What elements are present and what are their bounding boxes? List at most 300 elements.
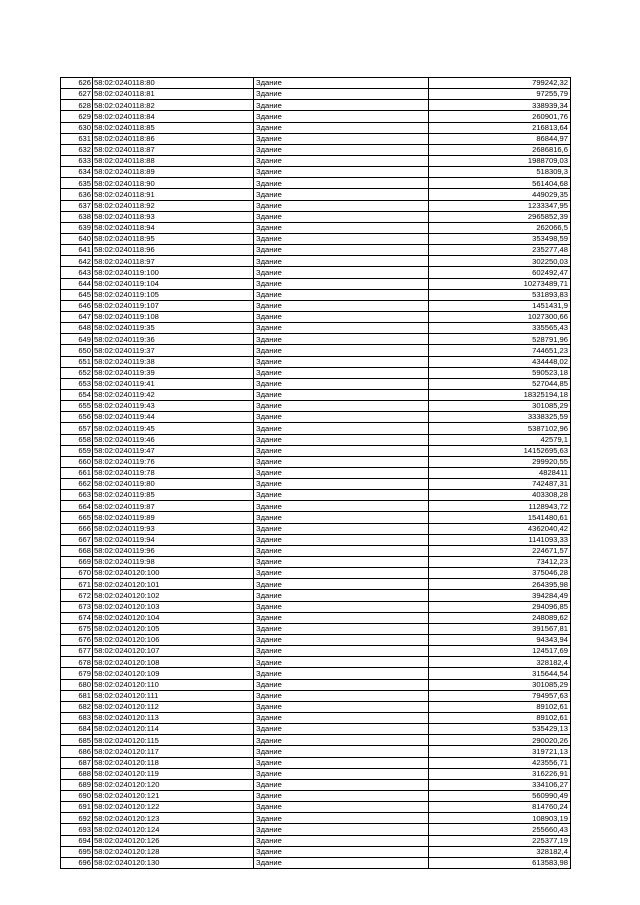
cadastral-value-cell: 561404,68: [429, 178, 571, 189]
cadastral-number-cell: 58:02:0240120:120: [93, 779, 254, 790]
cadastral-value-cell: 216813,64: [429, 122, 571, 133]
cadastral-value-cell: 1141093,33: [429, 534, 571, 545]
object-type-cell: Здание: [254, 779, 429, 790]
object-type-cell: Здание: [254, 612, 429, 623]
cadastral-value-cell: 14152695,63: [429, 445, 571, 456]
object-type-cell: Здание: [254, 802, 429, 813]
cadastral-number-cell: 58:02:0240120:114: [93, 724, 254, 735]
table-row: [61, 746, 571, 757]
table-row: [61, 501, 571, 512]
data-table-container: [60, 77, 571, 869]
cadastral-value-cell: 94343,94: [429, 635, 571, 646]
object-type-cell: Здание: [254, 356, 429, 367]
cadastral-number-cell: 58:02:0240118:96: [93, 245, 254, 256]
object-type-cell: Здание: [254, 122, 429, 133]
row-number-cell: 657: [61, 423, 93, 434]
row-number-cell: 645: [61, 289, 93, 300]
cadastral-value-cell: 89102,61: [429, 713, 571, 724]
row-number-cell: 679: [61, 668, 93, 679]
object-type-cell: Здание: [254, 835, 429, 846]
row-number-cell: 690: [61, 791, 93, 802]
row-number-cell: 673: [61, 601, 93, 612]
table-row: [61, 167, 571, 178]
object-type-cell: Здание: [254, 111, 429, 122]
row-number-cell: 664: [61, 501, 93, 512]
object-type-cell: Здание: [254, 89, 429, 100]
row-number-cell: 667: [61, 534, 93, 545]
object-type-cell: Здание: [254, 456, 429, 467]
cadastral-value-cell: 328182,4: [429, 657, 571, 668]
object-type-cell: Здание: [254, 623, 429, 634]
table-row: [61, 857, 571, 868]
cadastral-value-cell: 73412,23: [429, 557, 571, 568]
table-row: [61, 401, 571, 412]
row-number-cell: 662: [61, 479, 93, 490]
object-type-cell: Здание: [254, 378, 429, 389]
row-number-cell: 640: [61, 233, 93, 244]
row-number-cell: 648: [61, 323, 93, 334]
cadastral-value-cell: 328182,4: [429, 846, 571, 857]
object-type-cell: Здание: [254, 713, 429, 724]
table-row: [61, 267, 571, 278]
cadastral-number-cell: 58:02:0240120:122: [93, 802, 254, 813]
table-row: [61, 568, 571, 579]
object-type-cell: Здание: [254, 824, 429, 835]
cadastral-number-cell: 58:02:0240118:87: [93, 144, 254, 155]
table-row: [61, 367, 571, 378]
row-number-cell: 682: [61, 701, 93, 712]
cadastral-number-cell: 58:02:0240118:90: [93, 178, 254, 189]
object-type-cell: Здание: [254, 467, 429, 478]
cadastral-value-cell: 124517,69: [429, 646, 571, 657]
row-number-cell: 691: [61, 802, 93, 813]
cadastral-value-cell: 18325194,18: [429, 389, 571, 400]
cadastral-value-cell: 391567,81: [429, 623, 571, 634]
table-row: [61, 768, 571, 779]
table-row: [61, 545, 571, 556]
row-number-cell: 655: [61, 401, 93, 412]
table-row: [61, 724, 571, 735]
cadastral-value-cell: 613583,98: [429, 857, 571, 868]
row-number-cell: 635: [61, 178, 93, 189]
row-number-cell: 639: [61, 222, 93, 233]
row-number-cell: 633: [61, 155, 93, 166]
row-number-cell: 631: [61, 133, 93, 144]
cadastral-value-cell: 3338325,59: [429, 412, 571, 423]
object-type-cell: Здание: [254, 768, 429, 779]
row-number-cell: 653: [61, 378, 93, 389]
row-number-cell: 656: [61, 412, 93, 423]
object-type-cell: Здание: [254, 144, 429, 155]
row-number-cell: 632: [61, 144, 93, 155]
table-row: [61, 646, 571, 657]
row-number-cell: 696: [61, 857, 93, 868]
table-row: [61, 311, 571, 322]
table-row: [61, 222, 571, 233]
object-type-cell: Здание: [254, 757, 429, 768]
cadastral-value-cell: 5387102,96: [429, 423, 571, 434]
row-number-cell: 629: [61, 111, 93, 122]
row-number-cell: 650: [61, 345, 93, 356]
cadastral-value-cell: 423556,71: [429, 757, 571, 768]
cadastral-number-cell: 58:02:0240120:117: [93, 746, 254, 757]
cadastral-value-cell: 315644,54: [429, 668, 571, 679]
object-type-cell: Здание: [254, 233, 429, 244]
table-row: [61, 557, 571, 568]
object-type-cell: Здание: [254, 289, 429, 300]
cadastral-value-cell: 262066,5: [429, 222, 571, 233]
object-type-cell: Здание: [254, 256, 429, 267]
cadastral-number-cell: 58:02:0240120:113: [93, 713, 254, 724]
cadastral-number-cell: 58:02:0240120:115: [93, 735, 254, 746]
table-row: [61, 534, 571, 545]
object-type-cell: Здание: [254, 735, 429, 746]
row-number-cell: 627: [61, 89, 93, 100]
table-row: [61, 635, 571, 646]
object-type-cell: Здание: [254, 401, 429, 412]
row-number-cell: 689: [61, 779, 93, 790]
cadastral-value-cell: 590523,18: [429, 367, 571, 378]
cadastral-value-cell: 794957,63: [429, 690, 571, 701]
row-number-cell: 665: [61, 512, 93, 523]
row-number-cell: 643: [61, 267, 93, 278]
object-type-cell: Здание: [254, 278, 429, 289]
table-row: [61, 133, 571, 144]
object-type-cell: Здание: [254, 367, 429, 378]
table-row: [61, 289, 571, 300]
cadastral-number-cell: 58:02:0240119:36: [93, 334, 254, 345]
cadastral-value-cell: 225377,19: [429, 835, 571, 846]
cadastral-value-cell: 1541480,61: [429, 512, 571, 523]
object-type-cell: Здание: [254, 334, 429, 345]
table-row: [61, 612, 571, 623]
table-row: [61, 690, 571, 701]
cadastral-number-cell: 58:02:0240120:123: [93, 813, 254, 824]
cadastral-number-cell: 58:02:0240118:82: [93, 100, 254, 111]
cadastral-value-cell: 531893,83: [429, 289, 571, 300]
object-type-cell: Здание: [254, 579, 429, 590]
row-number-cell: 695: [61, 846, 93, 857]
object-type-cell: Здание: [254, 568, 429, 579]
cadastral-number-cell: 58:02:0240120:104: [93, 612, 254, 623]
object-type-cell: Здание: [254, 389, 429, 400]
table-row: [61, 412, 571, 423]
cadastral-value-cell: 299920,55: [429, 456, 571, 467]
cadastral-value-cell: 560990,49: [429, 791, 571, 802]
cadastral-number-cell: 58:02:0240120:109: [93, 668, 254, 679]
cadastral-number-cell: 58:02:0240119:37: [93, 345, 254, 356]
cadastral-value-cell: 260901,76: [429, 111, 571, 122]
object-type-cell: Здание: [254, 211, 429, 222]
cadastral-number-cell: 58:02:0240118:91: [93, 189, 254, 200]
cadastral-value-cell: 316226,91: [429, 768, 571, 779]
table-row: [61, 300, 571, 311]
cadastral-value-cell: 394284,49: [429, 590, 571, 601]
cadastral-number-cell: 58:02:0240119:47: [93, 445, 254, 456]
object-type-cell: Здание: [254, 445, 429, 456]
cadastral-number-cell: 58:02:0240119:87: [93, 501, 254, 512]
row-number-cell: 669: [61, 557, 93, 568]
table-row: [61, 579, 571, 590]
table-row: [61, 389, 571, 400]
cadastral-value-cell: 1233347,95: [429, 200, 571, 211]
cadastral-number-cell: 58:02:0240118:81: [93, 89, 254, 100]
table-row: [61, 757, 571, 768]
table-row: [61, 144, 571, 155]
cadastral-number-cell: 58:02:0240120:128: [93, 846, 254, 857]
cadastral-value-cell: 528791,96: [429, 334, 571, 345]
cadastral-number-cell: 58:02:0240119:107: [93, 300, 254, 311]
cadastral-value-cell: 434448,02: [429, 356, 571, 367]
object-type-cell: Здание: [254, 846, 429, 857]
object-type-cell: Здание: [254, 791, 429, 802]
cadastral-number-cell: 58:02:0240120:110: [93, 679, 254, 690]
object-type-cell: Здание: [254, 479, 429, 490]
object-type-cell: Здание: [254, 300, 429, 311]
table-row: [61, 200, 571, 211]
cadastral-number-cell: 58:02:0240119:38: [93, 356, 254, 367]
cadastral-value-cell: 375046,28: [429, 568, 571, 579]
cadastral-value-cell: 403308,28: [429, 490, 571, 501]
row-number-cell: 641: [61, 245, 93, 256]
cadastral-number-cell: 58:02:0240120:124: [93, 824, 254, 835]
object-type-cell: Здание: [254, 668, 429, 679]
cadastral-number-cell: 58:02:0240120:111: [93, 690, 254, 701]
object-type-cell: Здание: [254, 100, 429, 111]
cadastral-value-cell: 319721,13: [429, 746, 571, 757]
object-type-cell: Здание: [254, 813, 429, 824]
object-type-cell: Здание: [254, 590, 429, 601]
row-number-cell: 678: [61, 657, 93, 668]
cadastral-value-cell: 290020,26: [429, 735, 571, 746]
cadastral-value-cell: 255660,43: [429, 824, 571, 835]
cadastral-number-cell: 58:02:0240120:119: [93, 768, 254, 779]
cadastral-value-cell: 1128943,72: [429, 501, 571, 512]
cadastral-value-cell: 10273489,71: [429, 278, 571, 289]
table-row: [61, 233, 571, 244]
row-number-cell: 663: [61, 490, 93, 501]
row-number-cell: 687: [61, 757, 93, 768]
row-number-cell: 676: [61, 635, 93, 646]
cadastral-number-cell: 58:02:0240120:106: [93, 635, 254, 646]
table-row: [61, 445, 571, 456]
cadastral-number-cell: 58:02:0240118:88: [93, 155, 254, 166]
row-number-cell: 661: [61, 467, 93, 478]
table-row: [61, 713, 571, 724]
object-type-cell: Здание: [254, 690, 429, 701]
table-row: [61, 523, 571, 534]
object-type-cell: Здание: [254, 534, 429, 545]
table-row: [61, 802, 571, 813]
cadastral-number-cell: 58:02:0240119:43: [93, 401, 254, 412]
cadastral-value-cell: 602492,47: [429, 267, 571, 278]
table-row: [61, 846, 571, 857]
table-row: [61, 668, 571, 679]
cadastral-number-cell: 58:02:0240119:80: [93, 479, 254, 490]
cadastral-value-cell: 97255,79: [429, 89, 571, 100]
table-row: [61, 824, 571, 835]
object-type-cell: Здание: [254, 155, 429, 166]
cadastral-number-cell: 58:02:0240120:130: [93, 857, 254, 868]
cadastral-number-cell: 58:02:0240119:39: [93, 367, 254, 378]
table-row: [61, 657, 571, 668]
table-row: [61, 791, 571, 802]
cadastral-value-cell: 2686816,6: [429, 144, 571, 155]
table-row: [61, 100, 571, 111]
row-number-cell: 642: [61, 256, 93, 267]
table-row: [61, 111, 571, 122]
object-type-cell: Здание: [254, 167, 429, 178]
object-type-cell: Здание: [254, 523, 429, 534]
cadastral-value-cell: 248089,62: [429, 612, 571, 623]
cadastral-number-cell: 58:02:0240119:100: [93, 267, 254, 278]
row-number-cell: 644: [61, 278, 93, 289]
row-number-cell: 686: [61, 746, 93, 757]
object-type-cell: Здание: [254, 423, 429, 434]
cadastral-value-cell: 353498,59: [429, 233, 571, 244]
cadastral-value-cell: 335565,43: [429, 323, 571, 334]
cadastral-value-cell: 235277,48: [429, 245, 571, 256]
cadastral-number-cell: 58:02:0240120:107: [93, 646, 254, 657]
cadastral-number-cell: 58:02:0240119:98: [93, 557, 254, 568]
cadastral-number-cell: 58:02:0240118:85: [93, 122, 254, 133]
table-row: [61, 434, 571, 445]
row-number-cell: 680: [61, 679, 93, 690]
cadastral-number-cell: 58:02:0240120:126: [93, 835, 254, 846]
table-body: [61, 78, 571, 869]
cadastral-value-cell: 294096,85: [429, 601, 571, 612]
object-type-cell: Здание: [254, 189, 429, 200]
object-type-cell: Здание: [254, 512, 429, 523]
cadastral-number-cell: 58:02:0240118:92: [93, 200, 254, 211]
object-type-cell: Здание: [254, 245, 429, 256]
cadastral-number-cell: 58:02:0240119:94: [93, 534, 254, 545]
object-type-cell: Здание: [254, 545, 429, 556]
object-type-cell: Здание: [254, 724, 429, 735]
table-row: [61, 211, 571, 222]
cadastral-value-cell: 42579,1: [429, 434, 571, 445]
object-type-cell: Здание: [254, 646, 429, 657]
row-number-cell: 658: [61, 434, 93, 445]
row-number-cell: 681: [61, 690, 93, 701]
table-row: [61, 479, 571, 490]
table-row: [61, 735, 571, 746]
object-type-cell: Здание: [254, 557, 429, 568]
cadastral-number-cell: 58:02:0240119:104: [93, 278, 254, 289]
cadastral-number-cell: 58:02:0240118:84: [93, 111, 254, 122]
table-row: [61, 155, 571, 166]
row-number-cell: 660: [61, 456, 93, 467]
cadastral-number-cell: 58:02:0240119:76: [93, 456, 254, 467]
row-number-cell: 652: [61, 367, 93, 378]
cadastral-value-cell: 1027300,66: [429, 311, 571, 322]
cadastral-value-cell: 518309,3: [429, 167, 571, 178]
row-number-cell: 634: [61, 167, 93, 178]
object-type-cell: Здание: [254, 434, 429, 445]
cadastral-value-cell: 86844,97: [429, 133, 571, 144]
row-number-cell: 677: [61, 646, 93, 657]
cadastral-value-cell: 1451431,9: [429, 300, 571, 311]
cadastral-value-cell: 4828411: [429, 467, 571, 478]
row-number-cell: 668: [61, 545, 93, 556]
cadastral-number-cell: 58:02:0240119:85: [93, 490, 254, 501]
cadastral-number-cell: 58:02:0240119:89: [93, 512, 254, 523]
cadastral-value-cell: 224671,57: [429, 545, 571, 556]
cadastral-value-cell: 302250,03: [429, 256, 571, 267]
cadastral-number-cell: 58:02:0240119:44: [93, 412, 254, 423]
cadastral-number-cell: 58:02:0240118:95: [93, 233, 254, 244]
row-number-cell: 693: [61, 824, 93, 835]
object-type-cell: Здание: [254, 133, 429, 144]
cadastral-value-cell: 4362040,42: [429, 523, 571, 534]
row-number-cell: 637: [61, 200, 93, 211]
cadastral-number-cell: 58:02:0240120:105: [93, 623, 254, 634]
row-number-cell: 636: [61, 189, 93, 200]
cadastral-value-cell: 301085,29: [429, 679, 571, 690]
row-number-cell: 638: [61, 211, 93, 222]
table-row: [61, 356, 571, 367]
row-number-cell: 626: [61, 78, 93, 89]
cadastral-value-cell: 108903,19: [429, 813, 571, 824]
table-row: [61, 779, 571, 790]
table-row: [61, 345, 571, 356]
row-number-cell: 683: [61, 713, 93, 724]
cadastral-value-cell: 89102,61: [429, 701, 571, 712]
object-type-cell: Здание: [254, 657, 429, 668]
table-row: [61, 89, 571, 100]
cadastral-number-cell: 58:02:0240119:42: [93, 389, 254, 400]
cadastral-value-cell: 744651,23: [429, 345, 571, 356]
cadastral-value-cell: 2965852,39: [429, 211, 571, 222]
cadastral-number-cell: 58:02:0240118:86: [93, 133, 254, 144]
row-number-cell: 670: [61, 568, 93, 579]
cadastral-number-cell: 58:02:0240120:118: [93, 757, 254, 768]
table-row: [61, 467, 571, 478]
table-row: [61, 835, 571, 846]
table-row: [61, 122, 571, 133]
cadastral-value-cell: 449029,35: [429, 189, 571, 200]
table-row: [61, 334, 571, 345]
cadastral-value-cell: 742487,31: [429, 479, 571, 490]
row-number-cell: 674: [61, 612, 93, 623]
object-type-cell: Здание: [254, 635, 429, 646]
object-type-cell: Здание: [254, 222, 429, 233]
table-row: [61, 590, 571, 601]
cadastral-number-cell: 58:02:0240119:78: [93, 467, 254, 478]
cadastral-value-cell: 814760,24: [429, 802, 571, 813]
row-number-cell: 684: [61, 724, 93, 735]
table-row: [61, 256, 571, 267]
row-number-cell: 659: [61, 445, 93, 456]
table-row: [61, 178, 571, 189]
cadastral-number-cell: 58:02:0240119:105: [93, 289, 254, 300]
table-row: [61, 278, 571, 289]
cadastral-number-cell: 58:02:0240120:121: [93, 791, 254, 802]
cadastral-value-cell: 535429,13: [429, 724, 571, 735]
cadastral-number-cell: 58:02:0240118:94: [93, 222, 254, 233]
table-row: [61, 512, 571, 523]
cadastral-value-cell: 527044,85: [429, 378, 571, 389]
cadastral-number-cell: 58:02:0240118:97: [93, 256, 254, 267]
table-row: [61, 423, 571, 434]
cadastral-number-cell: 58:02:0240120:103: [93, 601, 254, 612]
object-type-cell: Здание: [254, 746, 429, 757]
table-row: [61, 378, 571, 389]
table-row: [61, 701, 571, 712]
cadastral-number-cell: 58:02:0240118:89: [93, 167, 254, 178]
object-type-cell: Здание: [254, 501, 429, 512]
table-row: [61, 245, 571, 256]
